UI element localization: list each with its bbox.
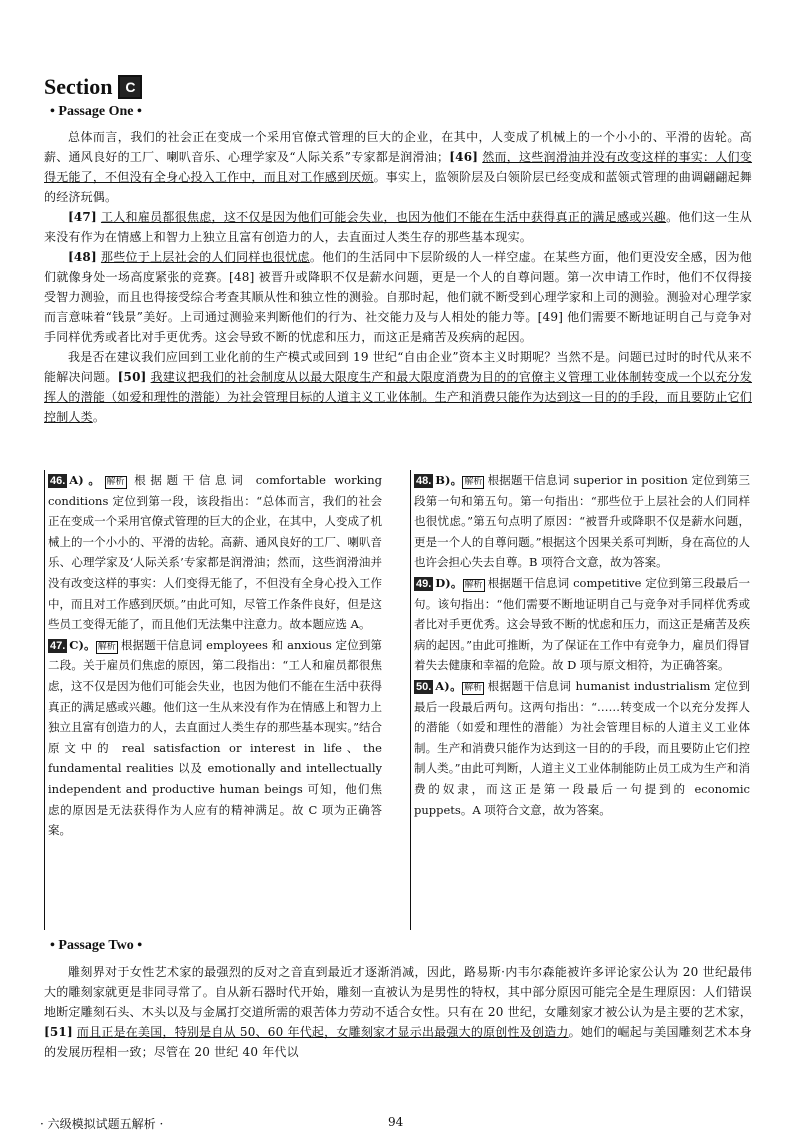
section-title: Section — [44, 74, 113, 99]
question-number-badge: 47. — [50, 639, 66, 652]
text: 。她们的崛起与美国雕刻艺术本身的发展历程相一致；尽管在 20 世纪 40 年代以 — [44, 1025, 752, 1059]
passage-one-paragraph — [44, 127, 752, 207]
text: 总体而言，我们的社会正在变成一个采用官僚式管理的巨大的企业，在其中，人变成了机械上的一个小小的、平滑的齿轮。高薪、通风良好的工厂、喇叭音乐、心理学家及“人际关系”专家都是润滑油； — [44, 130, 752, 164]
explanation-text: 根据题干信息词 humanist industrialism 定位到最后一段最后两句。这两句指出：“……转变成一个以充分发挥人的潜能（如爱和理性的潜能）为社会管理目标的人道主义工业体制。生产和消费只能作为达到这一目的的手段，而且要防止它们控制人类。”由此可判断，人道主义工业体制能防止员工成为生产和消费的奴隶，而这正是第一段最后一句提到的 economic puppets。A 项符合文意，故为答案。 — [414, 678, 750, 817]
text: 。事实上，监领阶层及白领阶层已经变成和蓝领式管理的曲调翩翩起舞的经济玩偶。 — [44, 170, 753, 204]
analysis-label: 解析 — [97, 641, 116, 652]
passage-one-title-text: Passage One — [58, 104, 134, 119]
analysis-label: 解析 — [464, 477, 483, 487]
question-number-badge: 50. — [416, 680, 432, 693]
footer-left: · 六级模拟试题五解析 · — [40, 1117, 164, 1131]
text: 。他们的生活同中下层阶级的人一样空虚。在某些方面，他们更没安全感，因为他们就像身处一场高度紧张的竞赛。[48] 被晋升或降职不仅是薪水问题，更是一个人的自尊问题。第一次申请工作时，他们不仅得接受智力测验，而且也得接受综合考查其顺从性和独立性的测验。自那时起，他们就不断受到心理学家和上司的测验。测验对心理学家而言意味着“钱景”美好。上司通过测验来判断他们的行为、社交能力及与人相处的能力等。[49] 他们需要不断地证明自己与竞争对手同样优秀或者比对手更优秀。这会导致不断的忧虑和压力，而这正是痛苦及疾病的起因。 — [44, 250, 753, 344]
text: 雕刻界对于女性艺术家的最强烈的反对之音直到最近才逐渐消减，因此，路易斯·内韦尔森能被许多评论家公认为 20 世纪最伟大的雕刻家就更是非同寻常了。自从新石器时代开始，雕刻一直被认为是男性的特权，其中部分原因可能完全是生理原因：人们错误地断定雕刻石头、木头以及与金属打交道所需的艰苦体力劳动不适合女性。只有在 20 世纪，女雕刻家才被公认为是主要的艺术家， — [44, 965, 752, 1019]
analysis-label: 解析 — [464, 579, 483, 590]
answer-letter: C)。 — [69, 637, 96, 652]
question-number-badge: 46. — [50, 475, 66, 487]
underlined-sentence: 而且正是在美国，特别是自从 50、60 年代起，女雕刻家才显示出最强大的原创性及创造力 — [76, 1025, 569, 1039]
text: 我是否在建议我们应回到工业化前的生产模式或回到 19 世纪“自由企业”资本主义时期呢？当然不是。问题已过时的时代从来不能解决问题。 — [44, 350, 752, 384]
text: 。 — [92, 410, 106, 424]
text: 。他们这一生从来没有作为在情感上和智力上独立且富有创造力的人，去直面过人类生存的那些基本现实。 — [44, 210, 753, 244]
explanation-text: 根据题干信息词 competitive 定位到第三段最后一句。该句指出：“他们需要不断地证明自己与竞争对手同样优秀或者比对手更优秀。这会导致不断的忧虑和压力，而这正是痛苦及疾病的起因。”由此可推断，为了保证在工作中有竞争力，雇员们得冒着失去健康和幸福的危险。故 D 项与原文相符，为正确答案。 — [414, 575, 750, 673]
passage-two-title: • Passage Two • — [50, 938, 143, 953]
answer-explanation — [48, 635, 382, 841]
passage-one-paragraph — [44, 247, 752, 347]
question-marker: [48] — [68, 250, 97, 264]
underlined-sentence: 工人和雇员都很焦虑，这不仅是因为他们可能会失业，也因为他们不能在生活中获得真正的满足感或兴趣 — [100, 210, 667, 224]
passage-one-body — [44, 127, 752, 427]
answers-left-column — [48, 470, 382, 841]
page-number: 94 — [388, 1115, 404, 1129]
left-rule — [44, 470, 45, 930]
analysis-label: 解析 — [464, 682, 483, 693]
section-heading — [44, 74, 142, 100]
answers-right-column — [414, 470, 750, 820]
answer-explanation — [48, 470, 382, 635]
passage-two-paragraph — [44, 962, 752, 1062]
passage-one-paragraph — [44, 207, 752, 247]
explanation-text: 根据题干信息词 superior in position 定位到第三段第一句和第五句。第一句指出：“那些位于上层社会的人们同样也很忧虑。”第五句点明了原因：“被晋升或降职不仅是薪水问题，更是一个人的自尊问题。”根据这个因果关系可判断，身在高位的人也许会担心失去自尊。B 项符合文意，故为答案。 — [414, 473, 750, 570]
answer-letter: D)。 — [435, 575, 463, 590]
explanation-text: 根据题干信息词 comfortable working conditions 定位到第一段，该段指出：“总体而言，我们的社会正在变成一个采用官僚式管理的巨大的企业，在其中，人变成了机械上的一个小小的、平滑的齿轮。高薪、通风良好的工厂、喇叭音乐、心理学家及‘人际关系’专家都是润滑油；然而，这些润滑油并没有改变这样的事实：人们变得无能了，不但没有全身心投入工作中，而且对工作感到厌烦。”由此可知，尽管工作条件良好，但是这些员工变得无能了，而且他们无法集中注意力。故本题应选 A。 — [48, 473, 382, 632]
answer-explanation — [414, 470, 750, 573]
analysis-label: 解析 — [106, 477, 125, 487]
underlined-sentence: 我建议把我们的社会制度从以最大限度生产和最大限度消费为目的的官僚主义管理工业体制转变成一个以充分发挥人的潜能（如爱和理性的潜能）为社会管理目标的人道主义工业体制。生产和消费只能作为达到这一目的的手段，而且要防止它们控制人类 — [44, 370, 753, 424]
question-number-badge: 49. — [416, 577, 432, 590]
underlined-sentence: 那些位于上层社会的人们同样也很忧虑 — [100, 250, 310, 264]
passage-two-body — [44, 962, 752, 1062]
passage-one-title: • Passage One • — [50, 104, 142, 119]
underlined-sentence: 然而，这些润滑油并没有改变这样的事实：人们变得无能了，不但没有全身心投入工作中，而且对工作感到厌烦 — [44, 150, 753, 184]
answer-explanation — [414, 573, 750, 676]
right-rule — [410, 470, 411, 930]
question-marker: [50] — [117, 370, 147, 384]
answer-letter: B)。 — [435, 473, 463, 487]
question-marker: [46] — [449, 150, 479, 164]
question-number-badge: 48. — [416, 475, 432, 487]
explanation-text: 根据题干信息词 employees 和 anxious 定位到第二段。关于雇员们焦虑的原因，第二段指出：“工人和雇员都很焦虑，这不仅是因为他们可能会失业，也因为他们不能在生活中获得真正的满足感或兴趣。他们这一生从来没有作为在情感上和智力上独立且富有创造力的人，去直面过人类生存的那些基本现实。”结合原文中的 real satisfaction or interest in life、the fundamental realities 以及 emotionally and intellectually independent and productive human beings 可知，他们焦虑的原因是无法获得作为人应有的精神满足。故 C 项为正确答案。 — [48, 637, 382, 838]
question-marker: [47] — [68, 210, 97, 224]
passage-one-paragraph — [44, 347, 752, 427]
answer-letter: A)。 — [69, 473, 105, 487]
passage-two-title-text: Passage Two — [58, 938, 134, 953]
section-badge: C — [118, 75, 142, 99]
answer-explanation — [414, 676, 750, 820]
question-marker: [51] — [44, 1025, 73, 1039]
answer-letter: A)。 — [435, 678, 463, 693]
